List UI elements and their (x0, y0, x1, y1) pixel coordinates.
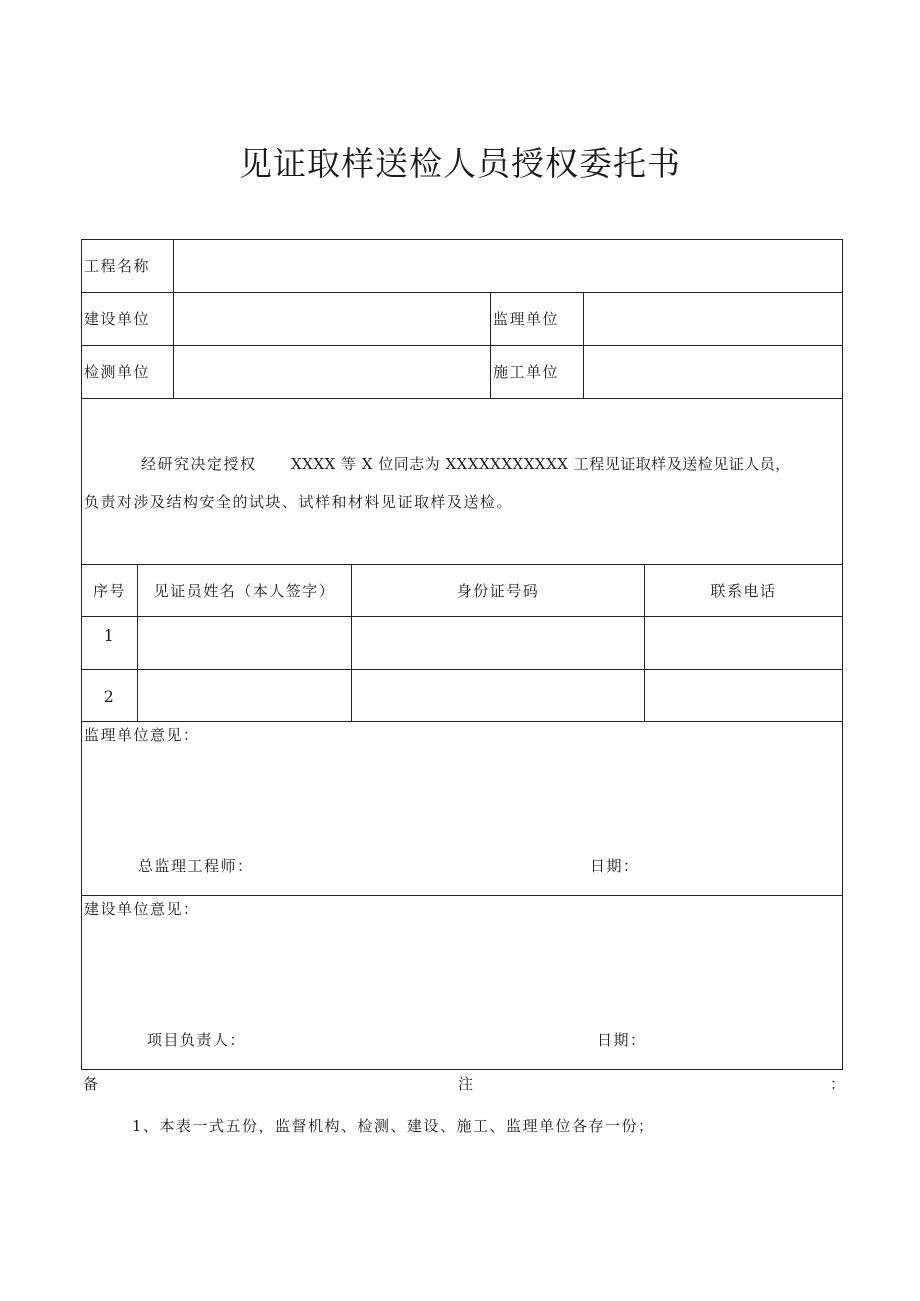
remarks-label-2: 注 (458, 1075, 475, 1093)
header-name: 见证员姓名（本人签字） (153, 582, 336, 600)
header-id: 身份证号码 (456, 582, 540, 600)
remarks-label-3: ： (830, 1075, 847, 1093)
supervision-opinion-label: 监理单位意见： (84, 726, 200, 744)
builder-unit-label: 施工单位 (493, 363, 560, 381)
construction-opinion-label: 建设单位意见： (84, 900, 200, 918)
construction-unit-label: 建设单位 (84, 310, 151, 328)
header-phone: 联系电话 (710, 582, 777, 600)
project-name-label: 工程名称 (84, 257, 151, 275)
project-manager-signature: 项目负责人： (147, 1031, 247, 1049)
remarks-note: 1、本表一式五份，监督机构、检测、建设、施工、监理单位各存一份； (132, 1117, 655, 1135)
authorization-text-1: XXXX 等 X 位同志为 XXXXXXXXXXX 工程见证取样及送检见证人员， (291, 455, 791, 473)
chief-supervisor-signature: 总监理工程师： (138, 857, 254, 875)
authorization-text-2: 负责对涉及结构安全的试块、试样和材料见证取样及送检。 (84, 493, 514, 511)
supervision-unit-label: 监理单位 (493, 310, 560, 328)
construction-date: 日期： (597, 1031, 647, 1049)
supervision-date: 日期： (590, 857, 640, 875)
header-no: 序号 (92, 582, 126, 600)
table-row-1-no: 1 (103, 626, 116, 645)
page-title: 见证取样送检人员授权委托书 (239, 144, 681, 183)
table-row-2-no: 2 (103, 687, 116, 706)
testing-unit-label: 检测单位 (84, 363, 151, 381)
remarks-label-1: 备 (83, 1075, 100, 1093)
authorization-lead: 经研究决定授权 (141, 455, 257, 473)
